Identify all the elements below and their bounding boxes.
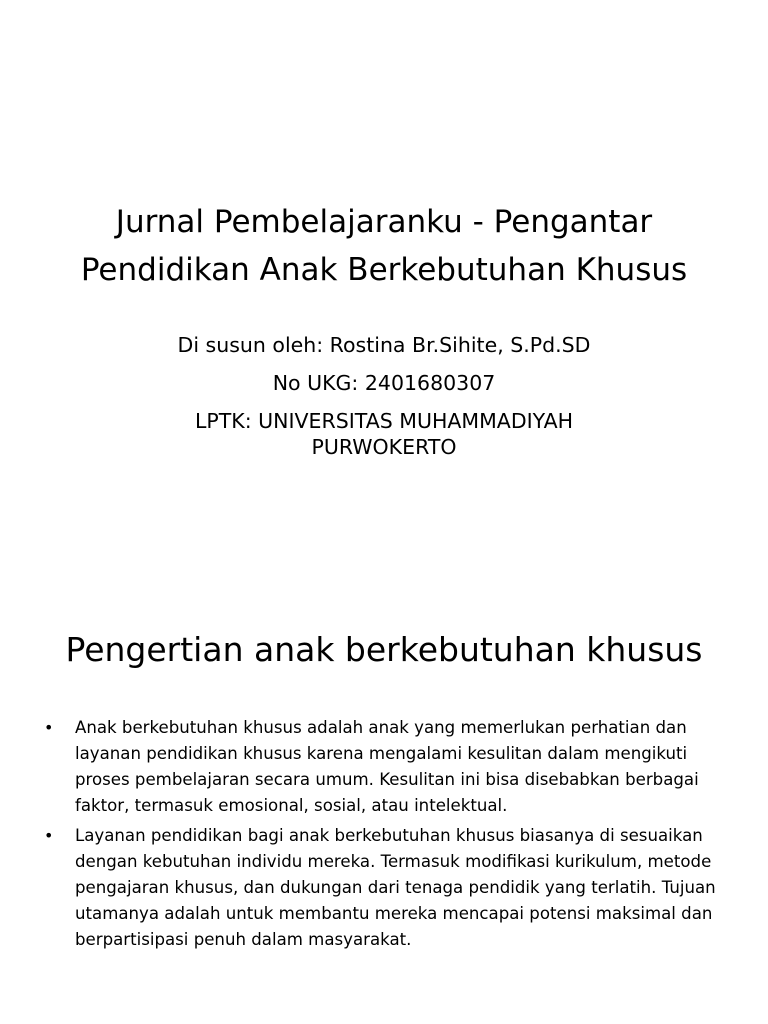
lptk-line-2: PURWOKERTO <box>311 435 457 459</box>
bullet-icon: • <box>44 826 54 845</box>
slide-title: Jurnal Pembelajaranku - Pengantar Pendidikan Anak Berkebutuhan Khusus <box>80 204 688 288</box>
bullet-text: Anak berkebutuhan khusus adalah anak yang memerlukan perhatian dan layanan pendidikan khusus karena mengalami kesulitan dalam mengikuti proses pembelajaran secara umum. Kesulitan ini bisa disebabkan berbagai faktor, termasuk emosional, sosial, atau intelektual. <box>75 718 699 815</box>
ukg-line: No UKG: 2401680307 <box>272 371 496 395</box>
bullet-icon: • <box>44 718 54 737</box>
author-line: Di susun oleh: Rostina Br.Sihite, S.Pd.SD <box>177 333 591 357</box>
bullet-item <box>40 715 730 819</box>
slide-heading: Pengertian anak berkebutuhan khusus <box>65 630 703 669</box>
lptk-line-1: LPTK: UNIVERSITAS MUHAMMADIYAH <box>194 409 574 433</box>
bullet-item <box>40 823 730 953</box>
content-slide <box>0 576 768 1024</box>
bullet-text: Layanan pendidikan bagi anak berkebutuhan khusus biasanya di sesuaikan dengan kebutuhan individu mereka. Termasuk modifikasi kurikulum, metode pengajaran khusus, dan dukungan dari tenaga pendidik yang terlatih. Tujuan utamanya adalah untuk membantu mereka mencapai potensi maksimal dan berpartisipasi penuh dalam masyarakat. <box>75 826 716 949</box>
bullet-list <box>40 715 730 957</box>
slide-subtitle <box>100 332 668 460</box>
